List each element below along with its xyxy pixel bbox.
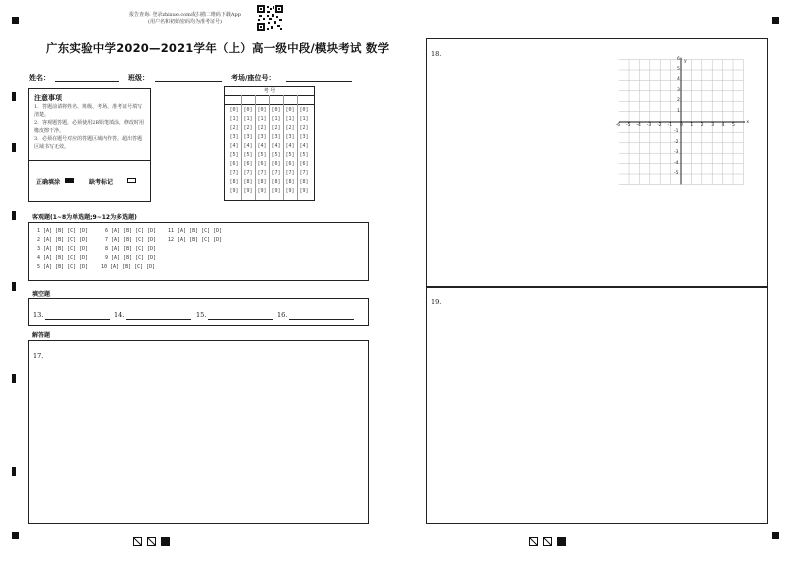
exam-digit-bubble[interactable]: [5] [271, 152, 281, 158]
side-mark [12, 143, 16, 152]
question-15-label: 15. [196, 311, 207, 319]
exam-digit-bubble[interactable]: [7] [243, 170, 253, 176]
y-tick-label: -4 [674, 160, 679, 166]
question-17-label: 17. [33, 352, 44, 360]
exam-digit-bubble[interactable]: [4] [243, 143, 253, 149]
objective-section-label: 客观题(1~8为单选题;9~12为多选题) [32, 214, 137, 221]
exam-digit-bubble[interactable]: [2] [229, 125, 239, 131]
exam-digit-bubble[interactable]: [8] [243, 179, 253, 185]
exam-digit-bubble[interactable]: [1] [257, 116, 267, 122]
seat-label: 考场/座位号： [231, 74, 276, 82]
question-17-answer-area[interactable] [28, 340, 369, 524]
exam-digit-bubble[interactable]: [0] [271, 107, 281, 113]
exam-digit-bubble[interactable]: [7] [229, 170, 239, 176]
exam-digit-bubble[interactable]: [2] [299, 125, 309, 131]
question-18-label: 18. [431, 50, 442, 58]
exam-digit-bubble[interactable]: [2] [257, 125, 267, 131]
exam-digit-bubble[interactable]: [9] [243, 188, 253, 194]
mcq-option-row[interactable]: 12 [A] [B] [C] [D] [168, 237, 223, 243]
y-axis-label: y [684, 58, 687, 64]
notice-divider [29, 160, 150, 161]
y-tick-label: -1 [674, 129, 679, 135]
mcq-option-row[interactable]: 5 [A] [B] [C] [D] [37, 264, 89, 270]
exam-digit-bubble[interactable]: [6] [229, 161, 239, 167]
exam-digit-bubble[interactable]: [2] [243, 125, 253, 131]
exam-digit-bubble[interactable]: [9] [271, 188, 281, 194]
x-tick-label: -3 [646, 123, 652, 128]
exam-digit-bubble[interactable]: [1] [229, 116, 239, 122]
mcq-option-row[interactable]: 7 [A] [B] [C] [D] [105, 237, 157, 243]
exam-digit-bubble[interactable]: [3] [299, 134, 309, 140]
name-field[interactable] [55, 81, 119, 82]
mcq-option-row[interactable]: 11 [A] [B] [C] [D] [168, 228, 223, 234]
exam-number-header: 考 号 [225, 87, 314, 96]
registration-mark-bottom-left [12, 532, 19, 539]
exam-digit-bubble[interactable]: [8] [229, 179, 239, 185]
y-tick-label: 3 [677, 87, 680, 93]
seat-field[interactable] [286, 81, 352, 82]
exam-digit-bubble[interactable]: [1] [271, 116, 281, 122]
mcq-option-row[interactable]: 8 [A] [B] [C] [D] [105, 246, 157, 252]
page-marker-left [133, 531, 173, 550]
exam-digit-bubble[interactable]: [0] [243, 107, 253, 113]
class-label: 班级： [128, 74, 149, 82]
question-19-answer-area[interactable] [426, 287, 768, 524]
exam-number-column [256, 106, 268, 196]
mcq-option-row[interactable]: 4 [A] [B] [C] [D] [37, 255, 89, 261]
page-marker-right [529, 531, 569, 550]
y-tick-label: 4 [677, 77, 680, 83]
answer-16-field[interactable] [289, 319, 354, 320]
x-tick-label: 3 [711, 123, 715, 128]
side-mark [12, 282, 16, 291]
notice-item: 1．答题前请将姓名、班级、考场、准考证号填写清楚。 [34, 104, 143, 118]
notice-title: 注意事项 [34, 94, 62, 102]
mcq-option-row[interactable]: 1 [A] [B] [C] [D] [37, 228, 89, 234]
qr-code-icon [257, 5, 283, 31]
side-mark [12, 92, 16, 101]
exam-digit-bubble[interactable]: [9] [229, 188, 239, 194]
exam-digit-bubble[interactable]: [3] [271, 134, 281, 140]
x-tick-label: -2 [657, 123, 662, 128]
exam-digit-bubble[interactable]: [4] [229, 143, 239, 149]
x-tick-label: -6 [615, 123, 621, 128]
exam-digit-bubble[interactable]: [5] [229, 152, 239, 158]
exam-digit-bubble[interactable]: [4] [299, 143, 309, 149]
notice-item: 2．客观题答题，必须使用2B铅笔填涂，修改时用橡皮擦干净。 [34, 120, 145, 134]
exam-digit-bubble[interactable]: [9] [285, 188, 295, 194]
mcq-option-row[interactable]: 9 [A] [B] [C] [D] [105, 255, 157, 261]
missing-mark-checkbox[interactable] [127, 178, 136, 183]
exam-digit-bubble[interactable]: [3] [285, 134, 295, 140]
question-14-label: 14. [114, 311, 125, 319]
exam-digit-bubble[interactable]: [5] [299, 152, 309, 158]
exam-digit-bubble[interactable]: [9] [299, 188, 309, 194]
mcq-option-row[interactable]: 10 [A] [B] [C] [D] [101, 264, 156, 270]
class-field[interactable] [155, 81, 222, 82]
exam-digit-bubble[interactable]: [0] [229, 107, 239, 113]
exam-digit-bubble[interactable]: [7] [271, 170, 281, 176]
exam-digit-bubble[interactable]: [0] [285, 107, 295, 113]
y-tick-label: 2 [677, 98, 680, 104]
exam-digit-bubble[interactable]: [6] [271, 161, 281, 167]
exam-digit-bubble[interactable]: [8] [285, 179, 295, 185]
exam-digit-bubble[interactable]: [1] [299, 116, 309, 122]
y-tick-label: 6 [677, 56, 680, 62]
answer-13-field[interactable] [45, 319, 110, 320]
x-tick-label: -4 [636, 123, 641, 128]
exam-digit-bubble[interactable]: [4] [271, 143, 281, 149]
x-axis-label: x [746, 120, 750, 125]
exam-digit-bubble[interactable]: [3] [243, 134, 253, 140]
exam-digit-bubble[interactable]: [1] [285, 116, 295, 122]
exam-digit-bubble[interactable]: [0] [257, 107, 267, 113]
mcq-option-row[interactable]: 3 [A] [B] [C] [D] [37, 246, 89, 252]
coordinate-grid-svg [619, 52, 745, 192]
exam-digit-bubble[interactable]: [5] [285, 152, 295, 158]
exam-digit-bubble[interactable]: [6] [257, 161, 267, 167]
exam-digit-bubble[interactable]: [4] [257, 143, 267, 149]
x-tick-label: -1 [667, 123, 673, 128]
notice-item: 3．必须在题号对应的答题区域内作答，超出答题区域书写无效。 [34, 136, 143, 150]
exam-digit-bubble[interactable]: [9] [257, 188, 267, 194]
exam-digit-bubble[interactable]: [3] [229, 134, 239, 140]
report-query-note [105, 12, 265, 25]
exam-digit-bubble[interactable]: [1] [243, 116, 253, 122]
side-mark [12, 467, 16, 476]
x-tick-label: 4 [721, 123, 725, 128]
answer-15-field[interactable] [208, 319, 273, 320]
exam-digit-bubble[interactable]: [6] [285, 161, 295, 167]
registration-mark-bottom-right [772, 532, 779, 539]
exam-digit-bubble[interactable]: [2] [271, 125, 281, 131]
missing-mark-label: 缺考标记 [89, 179, 114, 186]
exam-number-grid [224, 86, 315, 201]
objective-answer-box [28, 222, 369, 281]
notice-body [34, 103, 147, 151]
exam-digit-bubble[interactable]: [7] [299, 170, 309, 176]
correct-fill-sample-icon [65, 178, 74, 183]
name-label: 姓名： [29, 74, 50, 82]
notice-box [28, 88, 151, 202]
exam-number-column [284, 106, 296, 196]
report-query-line-2: (用户名和初始密码均为准考证号) [148, 18, 222, 25]
side-mark [12, 374, 16, 383]
x-tick-label: 2 [700, 123, 704, 128]
y-tick-label: -3 [674, 150, 679, 156]
exam-digit-bubble[interactable]: [0] [299, 107, 309, 113]
exam-digit-bubble[interactable]: [5] [257, 152, 267, 158]
exam-digit-bubble[interactable]: [4] [285, 143, 295, 149]
exam-digit-bubble[interactable]: [7] [285, 170, 295, 176]
exam-digit-bubble[interactable]: [8] [271, 179, 281, 185]
coordinate-grid [615, 52, 750, 192]
y-tick-label: 1 [677, 108, 680, 114]
y-tick-label: -5 [674, 171, 679, 176]
x-tick-label: -5 [626, 123, 631, 128]
exam-number-column [298, 106, 310, 196]
exam-digit-bubble[interactable]: [8] [257, 179, 267, 185]
exam-digit-bubble[interactable]: [7] [257, 170, 267, 176]
answer-section-label: 解答题 [32, 332, 51, 339]
registration-mark-top-right [772, 17, 779, 24]
mcq-option-row[interactable]: 6 [A] [B] [C] [D] [105, 228, 157, 234]
side-mark [12, 211, 16, 220]
x-tick-label: 5 [732, 123, 735, 128]
exam-digit-bubble[interactable]: [3] [257, 134, 267, 140]
exam-digit-bubble[interactable]: [5] [243, 152, 253, 158]
report-query-line-1: 报告查询: 登录zhixue.com或扫描二维码下载App [129, 12, 241, 18]
question-19-label: 19. [431, 298, 442, 306]
y-tick-label: -2 [674, 139, 679, 145]
x-tick-label: 1 [690, 123, 694, 128]
exam-title: 广东实验中学2020—2021学年（上）高一级中段/模块考试 数学 [46, 41, 390, 55]
exam-number-column [228, 106, 240, 196]
question-13-label: 13. [33, 311, 44, 319]
exam-digit-bubble[interactable]: [6] [243, 161, 253, 167]
exam-number-column [270, 106, 282, 196]
question-16-label: 16. [277, 311, 288, 319]
exam-number-column [242, 106, 254, 196]
answer-14-field[interactable] [126, 319, 191, 320]
exam-digit-bubble[interactable]: [2] [285, 125, 295, 131]
correct-fill-label: 正确填涂 [36, 179, 61, 186]
exam-digit-bubble[interactable]: [6] [299, 161, 309, 167]
registration-mark-top-left [12, 17, 19, 24]
mcq-option-row[interactable]: 2 [A] [B] [C] [D] [37, 237, 89, 243]
fill-blank-section-label: 填空题 [32, 291, 51, 298]
y-tick-label: 5 [677, 67, 680, 72]
x-tick-label: 0 [680, 123, 683, 128]
exam-digit-bubble[interactable]: [8] [299, 179, 309, 185]
